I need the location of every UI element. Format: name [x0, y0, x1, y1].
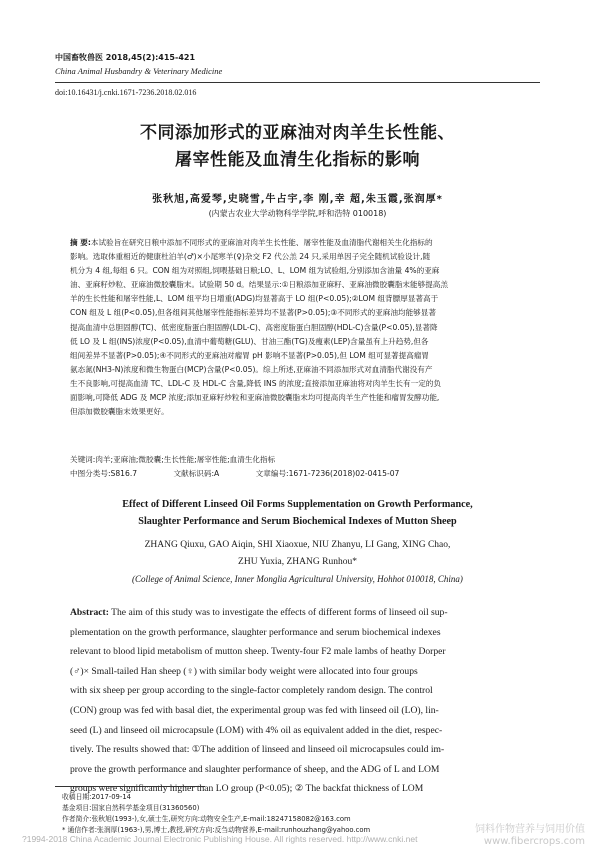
header-rule [55, 82, 540, 83]
abstract-cn-line: 摘 要:本试验旨在研究日粮中添加不同形式的亚麻油对肉羊生长性能、屠宰性能及血清脂代谢相关生化指标的 [70, 238, 433, 247]
clc-number: 中图分类号:S816.7 [70, 469, 138, 478]
authors-en-line-1: ZHANG Qiuxu, GAO Aiqin, SHI Xiaoxue, NIU Zhanyu, LI Gang, XING Chao, [144, 540, 451, 550]
abstract-en-line: groups were significantly higher than LO group (P<0.05); ② The backfat thickness of LOM [70, 783, 424, 795]
footnote-received: 收稿日期:2017-09-14 [62, 793, 131, 801]
title-cn-line-1: 不同添加形式的亚麻油对肉羊生长性能、 [140, 123, 455, 143]
abstract-en-line: (CON) group was fed with basal diet, the experimental group was fed with linseed oil (LO), lin- [70, 704, 439, 716]
doc-code: 文献标识码:A [173, 469, 220, 478]
abstract-en-line: with six sheep per group according to the single-factor completely random design. The control [70, 685, 433, 697]
abstract-cn [70, 236, 526, 419]
authors-cn: 张秋旭,高爱琴,史晓雪,牛占宇,李 刚,幸 超,朱玉霞,张润厚* [152, 194, 443, 205]
abstract-cn-line: CON 组及 L 组(P<0.05),但各组间其他屠宰性能指标差异均不显著(P>0.05);③不同形式的亚麻油均能够显著 [70, 308, 436, 318]
abstract-cn-line: 羊的生长性能和屠宰性能,L、LOM 组平均日增重(ADG)均显著高于 LO 组(P<0.05);②LOM 组背膘厚显著高于 [70, 294, 439, 304]
keywords-cn: 关键词:肉羊;亚麻油;微胶囊;生长性能;屠宰性能;血清生化指标 [70, 455, 276, 464]
footnote-corresponding: * 通信作者:张润厚(1963-),男,博士,教授,研究方向:反刍动物营养,E-mail:runhouzhang@yahoo.com [62, 826, 371, 834]
title-cn-line-2: 屠宰性能及血清生化指标的影响 [175, 150, 420, 170]
watermark-cn: 饲料作物营养与饲用价值 [475, 824, 585, 835]
footnote-author-bio: 作者简介:张秋旭(1993-),女,硕士生,研究方向:动物安全生产,E-mail:18247158082@163.com [62, 815, 351, 823]
abstract-en-label: Abstract: [70, 607, 109, 618]
title-en-line-2: Slaughter Performance and Serum Biochemical Indexes of Mutton Sheep [138, 516, 457, 527]
journal-en-name: China Animal Husbandry & Veterinary Medicine [55, 66, 223, 76]
watermark [475, 824, 585, 848]
doi: doi:10.16431/j.cnki.1671-7236.2018.02.016 [55, 88, 197, 97]
abstract-cn-line: 氨态氮(NH3-N)浓度和微生物蛋白(MCP)含量(P<0.05)。综上所述,亚麻油不同添加形式对血清脂代谢没有产 [70, 364, 433, 374]
abstract-cn-line: 面影响,可降低 ADG 及 MCP 浓度;添加亚麻籽炒粒和亚麻油微胶囊脂末均可提高肉羊生产性能和瘤胃发酵功能, [70, 393, 440, 403]
abstract-en-line: (♂)× Small-tailed Han sheep (♀) with similar body weight were allocated into four groups [70, 665, 418, 677]
footnote-rule [55, 786, 205, 787]
abstract-en-line: tively. The results showed that: ①The addition of linseed and linseed oil microcapsules could im- [70, 744, 445, 756]
abstract-cn-label: 摘 要: [70, 238, 91, 247]
abstract-en-line: seed (L) and linseed oil microcapsule (LOM) with 4% oil as equivalent added in the diet, respec- [70, 724, 443, 736]
affiliation-en: (College of Animal Science, Inner Monglia Agricultural University, Hohhot 010018, China) [132, 574, 463, 584]
abstract-cn-line: 机分为 4 组,每组 6 只。CON 组为对照组,饲喂基础日粮;LO、L、LOM 组为试验组,分别添加含油量 4%的亚麻 [70, 266, 440, 276]
abstract-en-line: prove the growth performance and slaughter performance of sheep, and the ADG of L and LOM [70, 763, 440, 775]
abstract-cn-line: 油、亚麻籽炒粒、亚麻油微胶囊脂末。试验期 50 d。结果显示:①日粮添加亚麻籽、亚麻油微胶囊脂末能够提高羔 [70, 280, 448, 290]
abstract-cn-line: 低 LO 及 L 组(INS)浓度(P<0.05),血清中葡萄糖(GLU)、甘油三酯(TG)及瘦素(LEP)含量虽有上升趋势,但各 [70, 336, 429, 346]
article-number: 文章编号:1671-7236(2018)02-0415-07 [255, 469, 400, 478]
abstract-en [70, 603, 526, 799]
abstract-cn-line: 生不良影响,可提高血清 TC、LDL-C 及 HDL-C 含量,降低 INS 的浓度;直接添加亚麻油将对肉羊生长有一定的负 [70, 378, 441, 388]
abstract-en-line: plementation on the growth performance, slaughter performance and serum biochemical indexes [70, 626, 441, 638]
affiliation-cn: (内蒙古农业大学动物科学学院,呼和浩特 010018) [208, 209, 387, 218]
authors-en-line-2: ZHU Yuxia, ZHANG Runhou* [238, 557, 357, 567]
abstract-en-line: relevant to blood lipid metabolism of mutton sheep. Twenty-four F2 male lambs of heathy Dorper [70, 646, 446, 658]
watermark-url: www.fibercrops.com [483, 836, 585, 847]
title-en-line-1: Effect of Different Linseed Oil Forms Supplementation on Growth Performance, [122, 499, 473, 510]
abstract-cn-line: 提高血清中总胆固醇(TC)、低密度脂蛋白胆固醇(LDL-C)、高密度脂蛋白胆固醇(HDL-C)含量(P<0.05),显著降 [70, 322, 438, 332]
classification-line [70, 468, 526, 479]
footnote-funding: 基金项目:国家自然科学基金项目(31360560) [62, 804, 200, 812]
journal-cn-line: 中国畜牧兽医 2018,45(2):415-421 [55, 53, 196, 62]
copyright-line: ?1994-2018 China Academic Journal Electronic Publishing House. All rights reserved. http://www.cnki.net [22, 834, 418, 844]
abstract-cn-line: 组间差异不显著(P>0.05);④不同形式的亚麻油对瘤胃 pH 影响不显著(P>0.05),但 LOM 组可显著提高瘤胃 [70, 350, 430, 360]
abstract-en-line: Abstract: The aim of this study was to investigate the effects of different forms of linseed oil sup- [70, 607, 448, 618]
abstract-cn-line: 影响。选取体重相近的健康杜泊羊(♂)×小尾寒羊(♀)杂交 F2 代公羔 24 只,采用单因子完全随机试验设计,随 [70, 252, 431, 262]
abstract-cn-line: 但添加微胶囊脂末效果更好。 [70, 407, 169, 417]
